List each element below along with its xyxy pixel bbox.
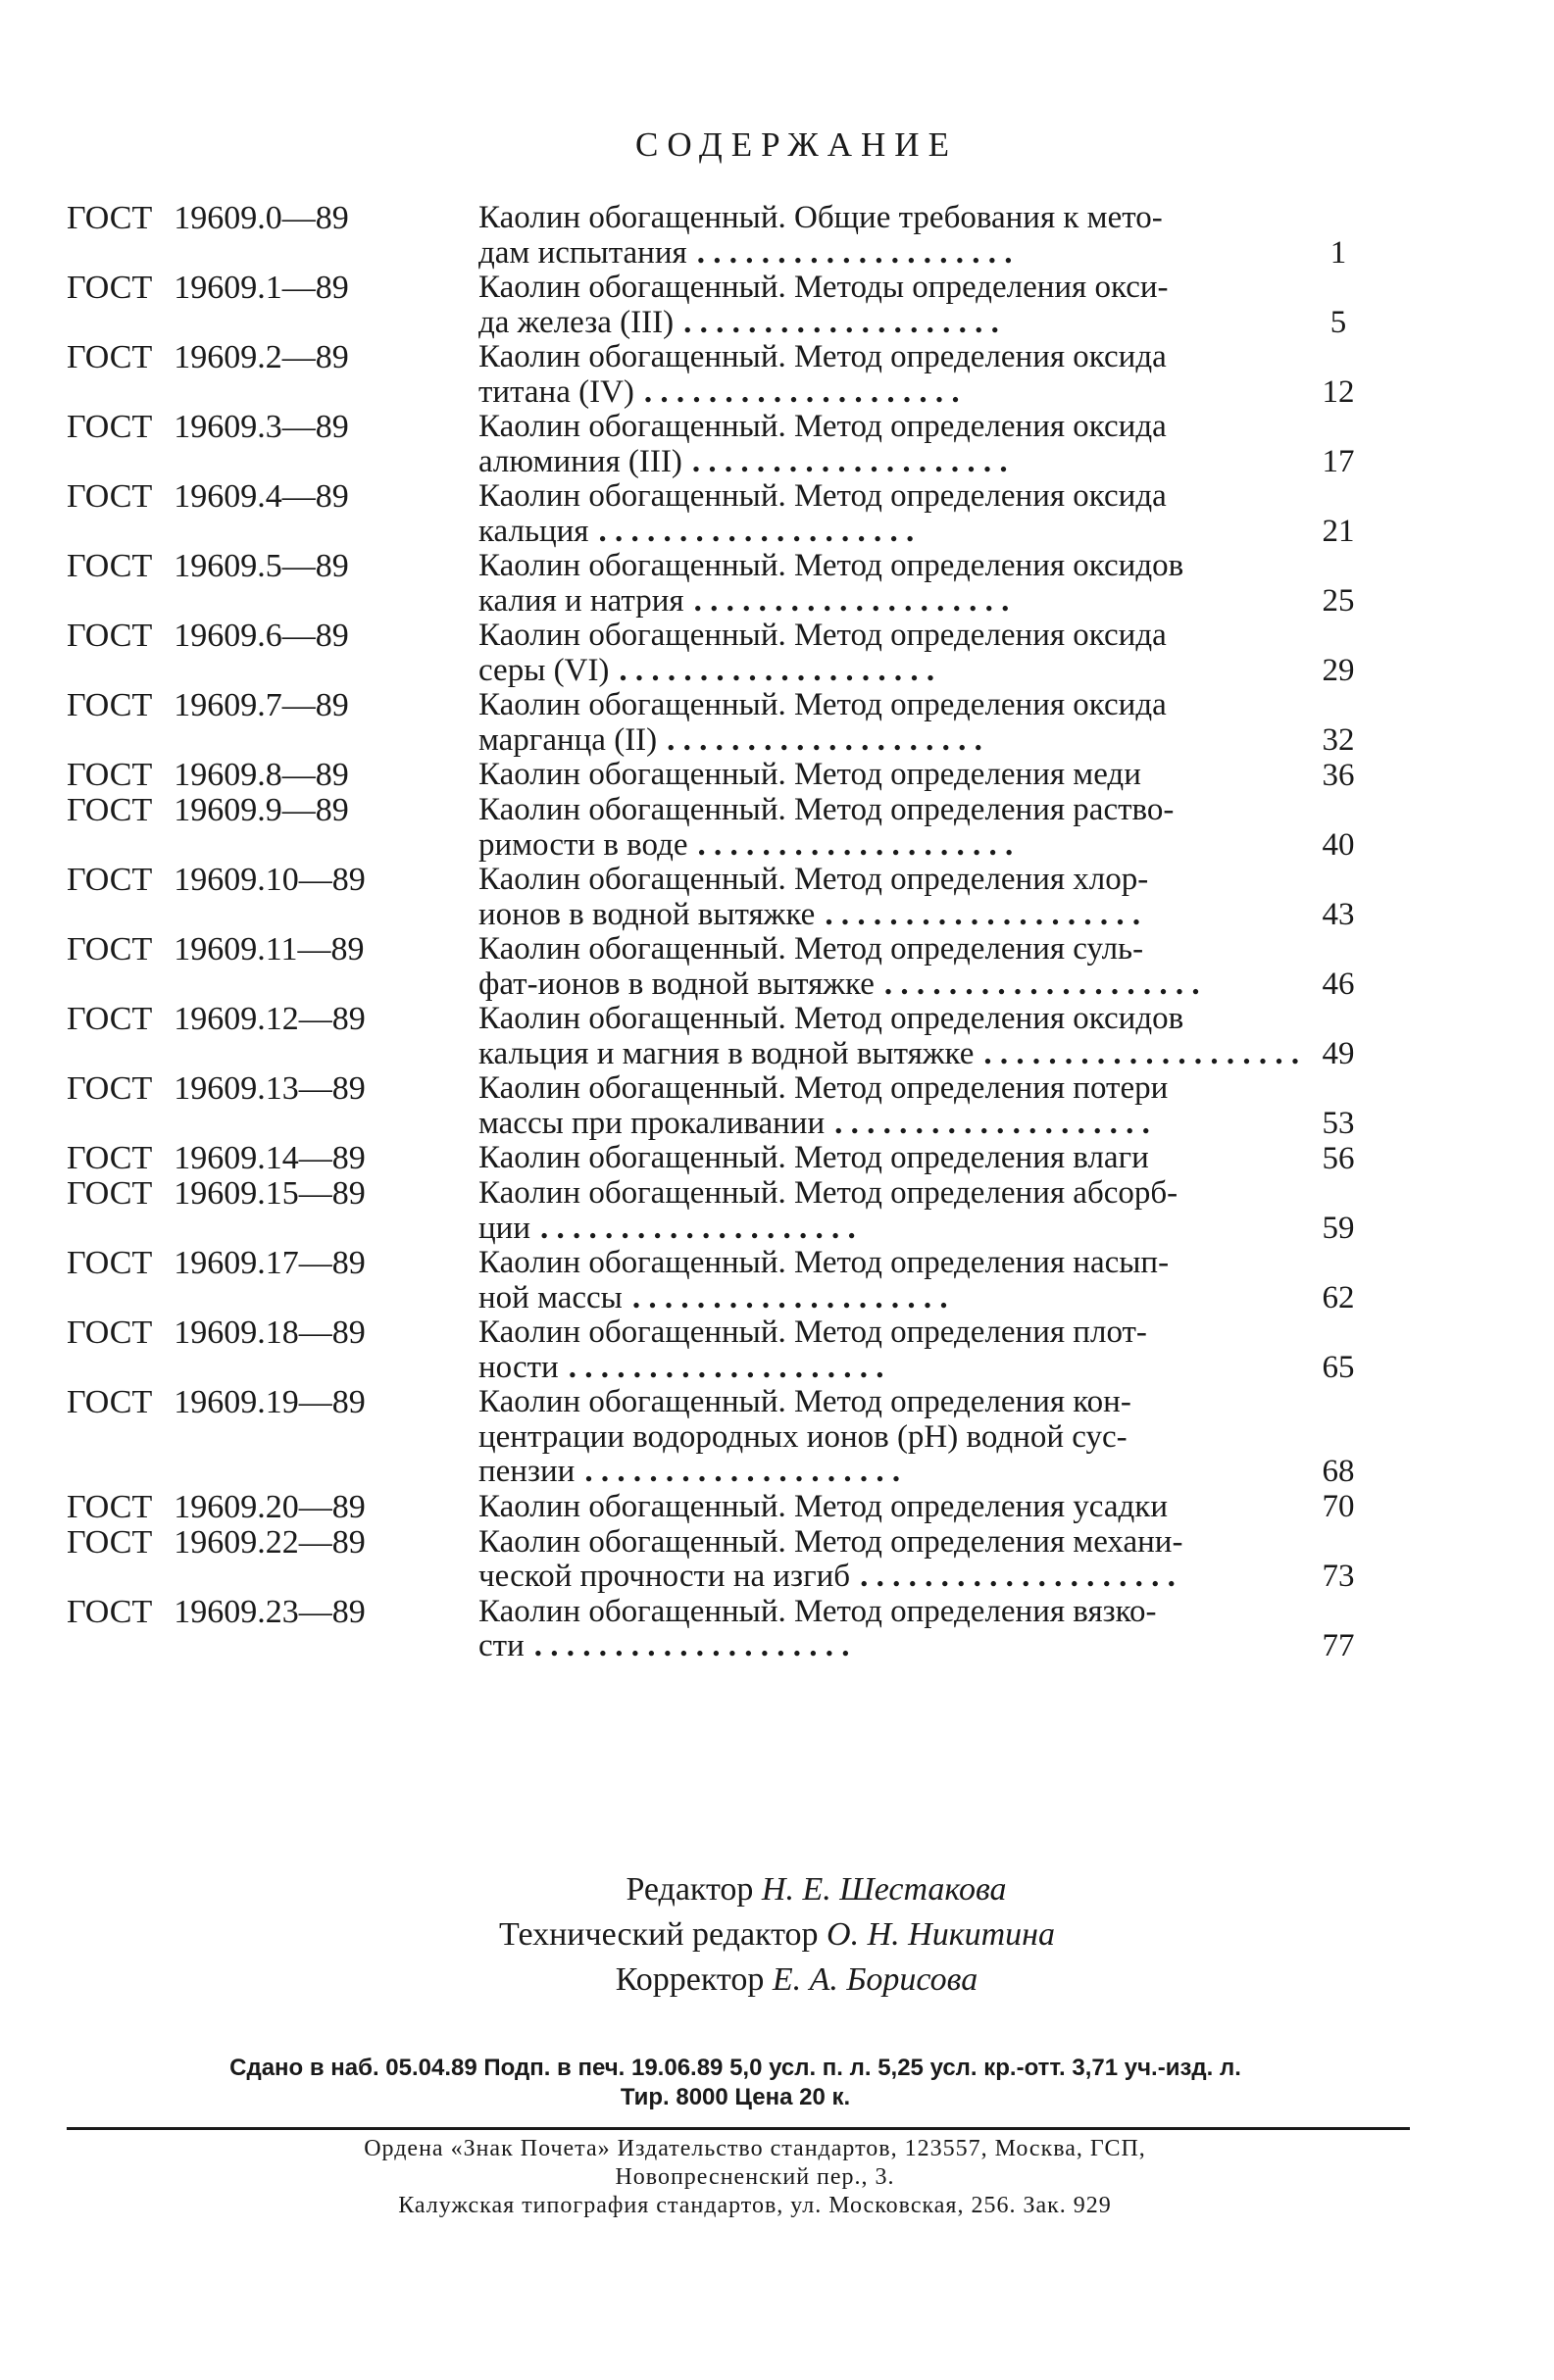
entry-title-line: Каолин обогащенный. Метод определения вязко-	[478, 1594, 1157, 1629]
entry-title-last-line	[478, 584, 1304, 620]
standard-number: 19609.7—89	[174, 687, 349, 723]
entry-title	[478, 1315, 1304, 1385]
entry-title-last-line	[478, 967, 1304, 1003]
entry-title-last-line	[478, 306, 1304, 341]
corrector-name: Е. А. Борисова	[772, 1961, 978, 1998]
standard-code	[67, 1002, 478, 1037]
entry-title-line: Каолин обогащенный. Метод определения механи-	[478, 1524, 1183, 1560]
toc-entry	[67, 1176, 1385, 1246]
entry-title-text: титана (IV)	[478, 373, 634, 410]
toc-entry	[67, 271, 1385, 340]
tech-editor-line	[0, 1912, 1554, 1958]
toc-entry	[67, 410, 1385, 479]
dot-leader: . . . . . . . . . . . . . . . . . . . .	[691, 444, 1008, 479]
entry-title	[478, 549, 1304, 619]
tech-editor-role: Технический редактор	[498, 1916, 819, 1953]
standard-code	[67, 1525, 478, 1561]
entry-title-line: Каолин обогащенный. Метод определения абсорб-	[478, 1176, 1178, 1211]
entry-title-text: кальция	[478, 513, 589, 549]
standard-prefix: ГОСТ	[67, 1140, 153, 1176]
standard-code	[67, 793, 478, 828]
entry-title-last-line	[478, 1351, 1304, 1386]
page-number: 29	[1322, 652, 1355, 688]
entry-title-line: Каолин обогащенный. Метод определения потери	[478, 1071, 1169, 1106]
standard-code	[67, 271, 478, 306]
toc-entry	[67, 1141, 1385, 1176]
entry-title-last-line	[478, 515, 1304, 550]
entry-title-text: дам испытания	[478, 234, 687, 271]
standard-prefix: ГОСТ	[67, 1314, 153, 1351]
standard-prefix: ГОСТ	[67, 757, 153, 793]
entry-title-last-line	[478, 1212, 1304, 1247]
standard-number: 19609.14—89	[174, 1140, 366, 1176]
page-number: 25	[1322, 582, 1355, 619]
toc-entry	[67, 1315, 1385, 1385]
toc-entry	[67, 1071, 1385, 1141]
toc-entry	[67, 863, 1385, 932]
standard-code	[67, 1176, 478, 1212]
entry-title-line: Каолин обогащенный. Метод определения оксида	[478, 410, 1167, 444]
dot-leader: . . . . . . . . . . . . . . . . . . . .	[598, 514, 915, 549]
standard-number: 19609.15—89	[174, 1175, 366, 1212]
standard-number: 19609.10—89	[174, 862, 366, 898]
toc-entry	[67, 1246, 1385, 1315]
dot-leader: . . . . . . . . . . . . . . . . . . . .	[834, 1106, 1150, 1141]
entry-title-line: Каолин обогащенный. Общие требования к мето-	[478, 201, 1163, 235]
publisher-line-2: Новопресненский пер., 3.	[615, 2164, 895, 2190]
page-number: 56	[1322, 1140, 1355, 1176]
entry-title-text: Каолин обогащенный. Метод определения меди	[478, 757, 1141, 792]
entry-title	[478, 1176, 1304, 1246]
standard-prefix: ГОСТ	[67, 1070, 153, 1107]
entry-title-last-line	[478, 654, 1304, 689]
entry-title-last-line	[478, 758, 1304, 793]
standard-code	[67, 1071, 478, 1107]
standard-code	[67, 1490, 478, 1525]
standard-prefix: ГОСТ	[67, 618, 153, 654]
standard-code	[67, 1385, 478, 1420]
standard-number: 19609.4—89	[174, 478, 349, 515]
standard-code	[67, 340, 478, 375]
entry-title-line: Каолин обогащенный. Метод определения плот-	[478, 1315, 1147, 1350]
entry-title-last-line	[478, 1455, 1304, 1490]
standard-prefix: ГОСТ	[67, 339, 153, 375]
dot-leader: . . . . . . . . . . . . . . . . . . . .	[584, 1455, 901, 1489]
page-number: 43	[1322, 896, 1355, 932]
standard-code	[67, 1595, 478, 1630]
entry-title-text: пензии	[478, 1454, 576, 1489]
toc-entry	[67, 1385, 1385, 1490]
entry-title-text: серы (VI)	[478, 652, 610, 688]
entry-title	[478, 340, 1304, 410]
publisher-line-3: Калужская типография стандартов, ул. Московская, 256. Зак. 929	[398, 2193, 1112, 2218]
standard-code	[67, 410, 478, 445]
standard-code	[67, 549, 478, 584]
entry-title-last-line	[478, 1490, 1304, 1525]
dot-leader: . . . . . . . . . . . . . . . . . . . .	[697, 827, 1014, 863]
standard-code	[67, 863, 478, 898]
entry-title-line: Каолин обогащенный. Метод определения насып-	[478, 1246, 1170, 1280]
page-number: 73	[1322, 1559, 1355, 1594]
entry-title-line: Каолин обогащенный. Метод определения оксида	[478, 619, 1167, 653]
toc-entry	[67, 201, 1385, 271]
entry-title-last-line	[478, 828, 1304, 864]
dot-leader: . . . . . . . . . . . . . . . . . . . .	[883, 967, 1200, 1002]
page-number: 77	[1322, 1628, 1355, 1663]
imprint-block	[69, 2054, 1402, 2112]
entry-title	[478, 932, 1304, 1002]
toc-entry	[67, 340, 1385, 410]
standard-number: 19609.6—89	[174, 618, 349, 654]
standard-number: 19609.19—89	[174, 1384, 366, 1420]
standard-prefix: ГОСТ	[67, 270, 153, 306]
standard-number: 19609.11—89	[174, 931, 365, 967]
entry-title	[478, 758, 1304, 793]
standard-code	[67, 758, 478, 793]
dot-leader: . . . . . . . . . . . . . . . . . . . .	[619, 653, 935, 688]
entry-title-last-line	[478, 723, 1304, 759]
dot-leader: . . . . . . . . . . . . . . . . . . . .	[533, 1629, 850, 1663]
standard-code	[67, 479, 478, 515]
entry-title-last-line	[478, 898, 1304, 933]
tech-editor-name: О. Н. Никитина	[827, 1916, 1056, 1953]
standard-prefix: ГОСТ	[67, 792, 153, 828]
entry-title	[478, 1490, 1304, 1525]
entry-title-line: центрации водородных ионов (pH) водной сус-	[478, 1419, 1128, 1455]
page-number: 59	[1322, 1210, 1355, 1246]
standard-number: 19609.5—89	[174, 548, 349, 584]
page-number: 68	[1322, 1454, 1355, 1489]
standard-number: 19609.1—89	[174, 270, 349, 306]
entry-title-line: Каолин обогащенный. Метод определения оксидов	[478, 549, 1184, 583]
entry-title	[478, 1385, 1304, 1490]
standard-number: 19609.22—89	[174, 1523, 366, 1561]
corrector-role: Корректор	[615, 1961, 765, 1998]
entry-title-line: Каолин обогащенный. Метод определения оксида	[478, 340, 1167, 374]
entry-title-line: Каолин обогащенный. Метод определения оксида	[478, 688, 1167, 722]
entry-title-text: ной массы	[478, 1279, 623, 1315]
toc-entry	[67, 1490, 1385, 1525]
entry-title	[478, 1141, 1304, 1176]
page-number: 32	[1322, 721, 1355, 758]
standard-number: 19609.18—89	[174, 1314, 366, 1351]
dot-leader: . . . . . . . . . . . . . . . . . . . .	[696, 235, 1013, 271]
dot-leader: . . . . . . . . . . . . . . . . . . . .	[683, 305, 999, 340]
entry-title-text: ности	[478, 1349, 559, 1385]
editor-line	[0, 1867, 1554, 1912]
entry-title-line: Каолин обогащенный. Метод определения кон-	[478, 1385, 1131, 1419]
standard-prefix: ГОСТ	[67, 687, 153, 723]
dot-leader: . . . . . . . . . . . . . . . . . . . .	[860, 1560, 1176, 1594]
page-number: 5	[1329, 304, 1347, 340]
contents-heading: СОДЕРЖАНИЕ	[635, 125, 958, 164]
entry-title	[478, 1002, 1304, 1071]
toc-entry	[67, 932, 1385, 1002]
page-number: 17	[1322, 443, 1355, 479]
dot-leader: . . . . . . . . . . . . . . . . . . . .	[631, 1280, 948, 1315]
standard-prefix: ГОСТ	[67, 200, 153, 236]
page-number: 21	[1322, 513, 1355, 549]
entry-title-text: кальция и магния в водной вытяжке	[478, 1035, 975, 1071]
publisher-line-1: Ордена «Знак Почета» Издательство стандартов, 123557, Москва, ГСП,	[364, 2136, 1146, 2161]
entry-title	[478, 1071, 1304, 1141]
entry-title	[478, 201, 1304, 271]
entry-title-text: Каолин обогащенный. Метод определения усадки	[478, 1488, 1168, 1524]
dot-leader: . . . . . . . . . . . . . . . . . . . .	[667, 722, 982, 758]
page-number: 49	[1322, 1035, 1355, 1071]
entry-title-last-line	[478, 236, 1304, 272]
imprint-line-1: Сдано в наб. 05.04.89 Подп. в печ. 19.06.89 5,0 усл. п. л. 5,25 усл. кр.-отт. 3,71 уч.-изд. л.	[229, 2055, 1241, 2081]
standard-number: 19609.0—89	[174, 200, 349, 236]
toc-entry	[67, 758, 1385, 793]
standard-prefix: ГОСТ	[67, 478, 153, 515]
entry-title-last-line	[478, 1141, 1304, 1176]
publisher-block	[118, 2135, 1392, 2220]
entry-title-last-line	[478, 1629, 1304, 1664]
standard-prefix: ГОСТ	[67, 409, 153, 445]
entry-title-text: фат-ионов в водной вытяжке	[478, 966, 875, 1002]
toc-entry	[67, 1595, 1385, 1664]
standard-prefix: ГОСТ	[67, 1175, 153, 1212]
entry-title-text: римости в воде	[478, 826, 688, 863]
page-number: 40	[1322, 826, 1355, 863]
toc-entry	[67, 1002, 1385, 1071]
standard-code	[67, 201, 478, 236]
page-number: 53	[1322, 1105, 1355, 1141]
standard-prefix: ГОСТ	[67, 1488, 153, 1525]
standard-prefix: ГОСТ	[67, 1523, 153, 1561]
entry-title-last-line	[478, 445, 1304, 480]
entry-title	[478, 410, 1304, 479]
dot-leader: . . . . . . . . . . . . . . . . . . . .	[825, 897, 1141, 932]
entry-title	[478, 863, 1304, 932]
entry-title-text: да железа (III)	[478, 304, 675, 340]
page-number: 62	[1322, 1279, 1355, 1315]
entry-title-last-line	[478, 1037, 1304, 1072]
entry-title-line: Каолин обогащенный. Метод определения суль-	[478, 932, 1144, 967]
standard-number: 19609.13—89	[174, 1070, 366, 1107]
entry-title-text: ионов в водной вытяжке	[478, 896, 816, 932]
standard-number: 19609.2—89	[174, 339, 349, 375]
standard-prefix: ГОСТ	[67, 931, 153, 967]
standard-code	[67, 619, 478, 654]
entry-title-line: Каолин обогащенный. Метод определения раство-	[478, 793, 1175, 827]
dot-leader: . . . . . . . . . . . . . . . . . . . .	[643, 374, 960, 410]
entry-title-text: ческой прочности на изгиб	[478, 1559, 851, 1594]
entry-title-text: марганца (II)	[478, 721, 658, 758]
entry-title	[478, 1246, 1304, 1315]
entry-title-text: сти	[478, 1628, 525, 1663]
standard-number: 19609.12—89	[174, 1001, 366, 1037]
entry-title-text: ции	[478, 1210, 530, 1246]
standard-code	[67, 932, 478, 967]
page-number: 36	[1322, 757, 1355, 793]
entry-title-last-line	[478, 1281, 1304, 1316]
standard-number: 19609.17—89	[174, 1245, 366, 1281]
standard-code	[67, 1315, 478, 1351]
page-number: 65	[1322, 1349, 1355, 1385]
entry-title-text: калия и натрия	[478, 582, 684, 619]
entry-title	[478, 479, 1304, 549]
toc-entry	[67, 549, 1385, 619]
dot-leader: . . . . . . . . . . . . . . . . . . . .	[539, 1211, 856, 1246]
standard-number: 19609.9—89	[174, 792, 349, 828]
standard-number: 19609.8—89	[174, 757, 349, 793]
page-number: 70	[1322, 1489, 1355, 1524]
page-number: 1	[1329, 234, 1347, 271]
toc-entry	[67, 793, 1385, 863]
toc-entry	[67, 688, 1385, 758]
toc-entry	[67, 619, 1385, 688]
standard-prefix: ГОСТ	[67, 1384, 153, 1420]
editor-name: Н. Е. Шестакова	[761, 1871, 1007, 1908]
entry-title-last-line	[478, 1107, 1304, 1142]
imprint-line-2: Тир. 8000 Цена 20 к.	[620, 2084, 851, 2110]
toc-entry	[67, 479, 1385, 549]
standard-prefix: ГОСТ	[67, 1593, 153, 1630]
editor-role: Редактор	[626, 1871, 754, 1908]
corrector-line	[0, 1958, 1554, 2003]
standard-prefix: ГОСТ	[67, 1245, 153, 1281]
entry-title-line: Каолин обогащенный. Метод определения оксидов	[478, 1002, 1184, 1036]
entry-title-text: Каолин обогащенный. Метод определения влаги	[478, 1140, 1149, 1175]
standard-code	[67, 1246, 478, 1281]
page-number: 12	[1322, 373, 1355, 410]
dot-leader: . . . . . . . . . . . . . . . . . . . .	[568, 1350, 884, 1385]
entry-title	[478, 793, 1304, 863]
entry-title-text: массы при прокаливании	[478, 1105, 826, 1141]
standard-number: 19609.3—89	[174, 409, 349, 445]
standard-prefix: ГОСТ	[67, 548, 153, 584]
standard-prefix: ГОСТ	[67, 862, 153, 898]
entry-title-last-line	[478, 375, 1304, 411]
entry-title	[478, 688, 1304, 758]
page-number: 46	[1322, 966, 1355, 1002]
divider-rule	[67, 2127, 1410, 2130]
entry-title-line: Каолин обогащенный. Метод определения оксида	[478, 479, 1167, 514]
standard-prefix: ГОСТ	[67, 1001, 153, 1037]
dot-leader: . . . . . . . . . . . . . . . . . . . .	[693, 583, 1010, 619]
dot-leader: . . . . . . . . . . . . . . . . . . . .	[983, 1036, 1300, 1071]
table-of-contents	[67, 201, 1385, 1664]
standard-code	[67, 1141, 478, 1176]
entry-title-line: Каолин обогащенный. Методы определения окси-	[478, 271, 1169, 305]
entry-title	[478, 271, 1304, 340]
entry-title-last-line	[478, 1560, 1304, 1595]
entry-title	[478, 619, 1304, 688]
toc-entry	[67, 1525, 1385, 1595]
credits-block	[0, 1867, 1554, 2003]
entry-title-line: Каолин обогащенный. Метод определения хлор-	[478, 863, 1149, 897]
standard-code	[67, 688, 478, 723]
standard-number: 19609.23—89	[174, 1593, 366, 1630]
entry-title-text: алюминия (III)	[478, 443, 682, 479]
standard-number: 19609.20—89	[174, 1488, 366, 1525]
entry-title	[478, 1595, 1304, 1664]
entry-title	[478, 1525, 1304, 1595]
